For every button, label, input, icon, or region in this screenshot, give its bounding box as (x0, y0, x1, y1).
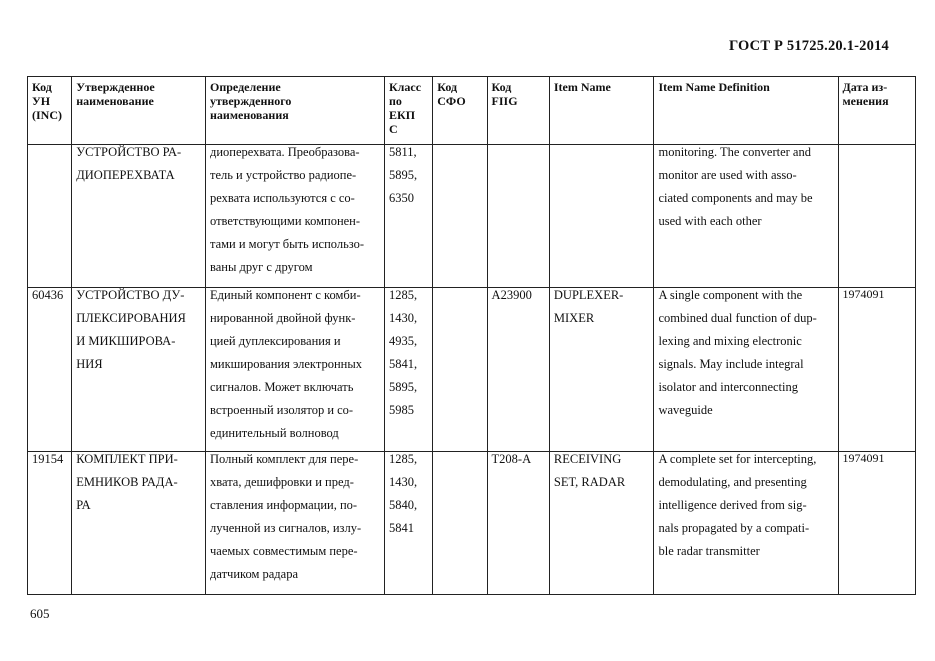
header-text-line: Item Name Definition (658, 80, 770, 94)
cell-text-line: nals propagated by a compati- (658, 521, 810, 535)
cell-text-line: чаемых совместимым пере- (209, 544, 358, 558)
document-title: ГОСТ Р 51725.20.1-2014 (728, 38, 889, 54)
cell-text-line: lexing and mixing electronic (658, 334, 802, 348)
header-text-line: УН (32, 94, 51, 108)
cell-text-line: цией дуплексирования и (209, 334, 341, 348)
cell-text-line: ваны друг с другом (209, 260, 313, 274)
cell-class (384, 452, 432, 595)
cell-text: A23900 (491, 288, 532, 302)
cell-code (28, 145, 72, 288)
header-row (28, 77, 916, 145)
cell-fiig-code (487, 145, 549, 288)
table-row (28, 452, 916, 595)
cell-text-line: микширования электронных (209, 357, 362, 371)
cell-text-line: УСТРОЙСТВО ДУ- (76, 288, 185, 302)
cell-text-line: 5811, (388, 145, 417, 159)
cell-sfo-code (433, 145, 487, 288)
cell-text-line: тами и могут быть использо- (209, 237, 365, 251)
cell-text-line: сигналов. Может включать (209, 380, 354, 394)
cell-fiig-code (487, 452, 549, 595)
cell-text: 1974091 (842, 287, 885, 301)
cell-change-date (838, 145, 916, 288)
cell-text-line: ДИОПЕРЕХВАТА (76, 168, 175, 182)
cell-text-line: 6350 (388, 191, 414, 205)
header-text-line: Класс (388, 80, 422, 94)
cell-change-date (838, 288, 916, 452)
cell-change-date (838, 452, 916, 595)
cell-text-line: УСТРОЙСТВО РА- (76, 145, 182, 159)
cell-text-line: Единый компонент с комби- (209, 288, 361, 302)
header-text-line: (INC) (32, 108, 62, 122)
cell-text-line: waveguide (658, 403, 713, 417)
header-text-line: ЕКП (388, 108, 416, 122)
cell-text-line: НИЯ (76, 357, 103, 371)
cell-text-line: DUPLEXER- (553, 288, 624, 302)
cell-text-line: лученной из сигналов, излу- (209, 521, 362, 535)
header-item-name-definition (654, 77, 838, 145)
cell-definition (205, 452, 384, 595)
cell-text-line: тель и устройство радиопе- (209, 168, 357, 182)
header-text-line: Item Name (553, 80, 611, 94)
cell-fiig-code (487, 288, 549, 452)
header-definition (205, 77, 384, 145)
cell-text-line: ПЛЕКСИРОВАНИЯ (76, 311, 186, 325)
cell-text-line: рехвата используются с со- (209, 191, 355, 205)
cell-text-line: И МИКШИРОВА- (76, 334, 176, 348)
cell-text-line: ставления информации, по- (209, 498, 358, 512)
header-text-line: FIIG (491, 94, 518, 108)
header-text-line: Дата из- (842, 80, 888, 94)
cell-text-line: 5895, (388, 168, 418, 182)
cell-code (28, 452, 72, 595)
cell-text-line: 1430, (388, 311, 418, 325)
header-text-line: наименование (76, 94, 154, 108)
cell-class (384, 145, 432, 288)
header-text-line: Код (491, 80, 512, 94)
cell-text-line: КОМПЛЕКТ ПРИ- (76, 452, 178, 466)
cell-text-line: combined dual function of dup- (658, 311, 817, 325)
header-item-name (549, 77, 654, 145)
header-text-line: Определение (209, 80, 281, 94)
cell-approved-name (72, 145, 206, 288)
cell-text: 60436 (32, 288, 64, 302)
header-text-line: утвержденного (209, 94, 292, 108)
header-approved-name (72, 77, 206, 145)
table-row (28, 288, 916, 452)
cell-text-line: 5895, (388, 380, 418, 394)
cell-text-line: датчиком радара (209, 567, 298, 581)
header-text-line: СФО (437, 94, 466, 108)
cell-text-line: A single component with the (658, 288, 803, 302)
cell-item-name (549, 288, 654, 452)
cell-text-line: 5841, (388, 357, 418, 371)
cell-text-line: RECEIVING (553, 452, 622, 466)
cell-text-line: 5841 (388, 521, 414, 535)
header-text-line: Код (32, 80, 52, 94)
header-code-inc (28, 77, 72, 145)
header-text-line: по (388, 94, 402, 108)
cell-text-line: диоперехвата. Преобразова- (209, 145, 360, 159)
cell-text-line: used with each other (658, 214, 762, 228)
cell-definition (205, 288, 384, 452)
header-class (384, 77, 432, 145)
cell-text-line: 4935, (388, 334, 418, 348)
cell-item-name (549, 452, 654, 595)
cell-text-line: 1285, (388, 452, 418, 466)
header-text-line: Утвержденное (76, 80, 155, 94)
header-text-line: менения (842, 94, 889, 108)
cell-text: 19154 (32, 452, 64, 466)
cell-text-line: ble radar transmitter (658, 544, 760, 558)
header-text-line: С (388, 122, 398, 136)
cell-item-name (549, 145, 654, 288)
cell-text-line: monitoring. The converter and (658, 145, 811, 159)
cell-text-line: intelligence derived from sig- (658, 498, 807, 512)
cell-approved-name (72, 452, 206, 595)
cell-text-line: isolator and interconnecting (658, 380, 799, 394)
header-fiig-code (487, 77, 549, 145)
cell-text: 1974091 (842, 451, 885, 465)
cell-text-line: demodulating, and presenting (658, 475, 807, 489)
cell-text-line: ciated components and may be (658, 191, 813, 205)
cell-item-definition (654, 145, 838, 288)
cell-definition (205, 145, 384, 288)
cell-item-definition (654, 452, 838, 595)
cell-sfo-code (433, 288, 487, 452)
cell-item-definition (654, 288, 838, 452)
cell-code (28, 288, 72, 452)
header-text-line: наименования (209, 108, 289, 122)
cell-text-line: ответствующими компонен- (209, 214, 361, 228)
cell-text-line: 5840, (388, 498, 418, 512)
cell-text-line: signals. May include integral (658, 357, 804, 371)
cell-text-line: SET, RADAR (553, 475, 626, 489)
cell-class (384, 288, 432, 452)
header-change-date (838, 77, 916, 145)
cell-text-line: 1430, (388, 475, 418, 489)
cell-sfo-code (433, 452, 487, 595)
cell-text-line: 5985 (388, 403, 414, 417)
cell-text-line: РА (76, 498, 91, 512)
cell-approved-name (72, 288, 206, 452)
cell-text-line: хвата, дешифровки и пред- (209, 475, 354, 489)
cell-text-line: A complete set for intercepting, (658, 452, 817, 466)
cell-text-line: единительный волновод (209, 426, 339, 440)
header-text-line: Код (437, 80, 458, 94)
cell-text-line: Полный комплект для пере- (209, 452, 359, 466)
header-sfo-code (433, 77, 487, 145)
data-table (27, 76, 916, 595)
table-row (28, 145, 916, 288)
cell-text-line: ЕМНИКОВ РАДА- (76, 475, 178, 489)
page-number: 605 (30, 606, 50, 621)
cell-text-line: встроенный изолятор и со- (209, 403, 354, 417)
cell-text-line: monitor are used with asso- (658, 168, 797, 182)
cell-text-line: 1285, (388, 288, 418, 302)
cell-text-line: нированной двойной функ- (209, 311, 356, 325)
cell-text-line: MIXER (553, 311, 595, 325)
cell-text: T208-A (491, 452, 532, 466)
